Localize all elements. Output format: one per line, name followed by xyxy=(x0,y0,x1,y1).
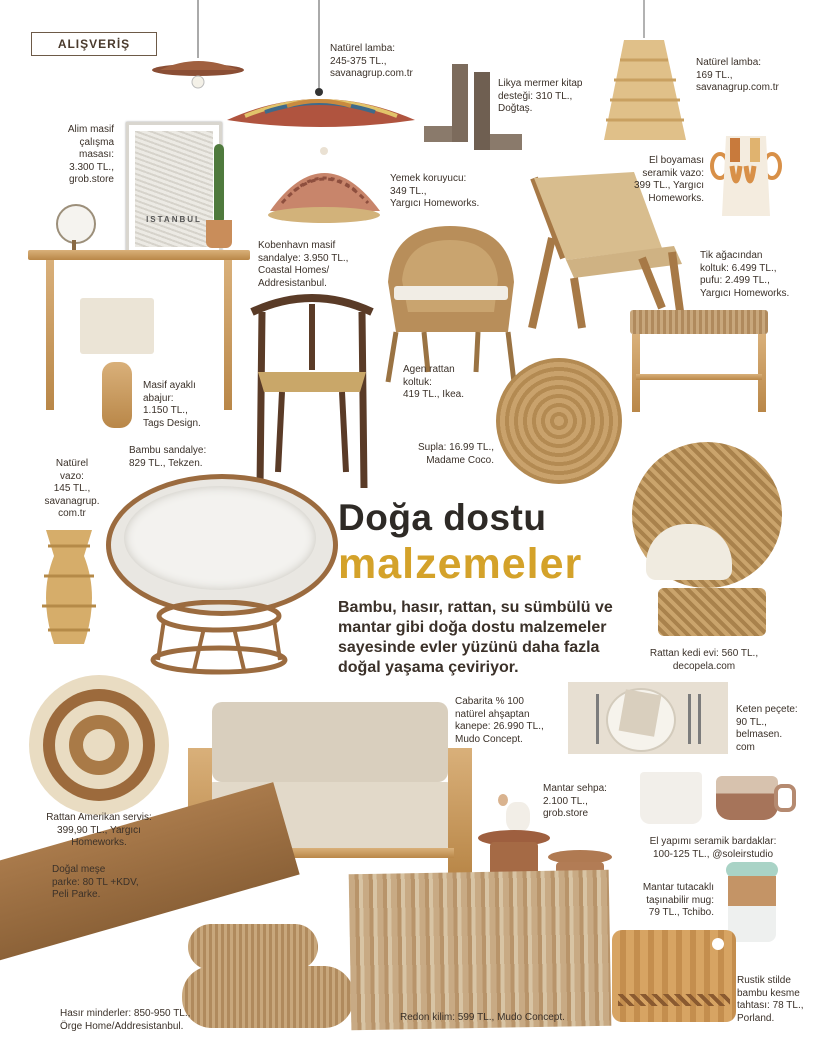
caption-vazo-seramik: El boyaması seramik vazo: 399 TL., Yargıcı Homeworks. xyxy=(633,155,704,204)
redon-kilim-image xyxy=(349,870,612,1031)
papasan-chair-image xyxy=(104,472,330,678)
caption-agen: Agen rattan koltuk: 419 TL., Ikea. xyxy=(403,364,464,400)
caption-mug: Mantar tutacaklı taşınabilir mug: 79 TL., Tchibo. xyxy=(642,882,714,918)
natural-vase-image xyxy=(38,526,100,648)
rattan-serving-mat-image xyxy=(26,672,172,818)
caption-masa: Alim masif çalışma masası: 3.300 TL., grob.store xyxy=(67,124,114,185)
caption-lamba1: Natürel lamba: 245-375 TL., savanagrup.com.tr xyxy=(330,43,413,79)
section-tag: ALIŞVERİŞ xyxy=(31,32,157,56)
caption-parke: Doğal meşe parke: 80 TL +KDV, Peli Parke. xyxy=(52,864,139,900)
round-placemat-image xyxy=(496,358,622,484)
globe xyxy=(56,204,96,244)
caption-kobenhavn: Kobenhavn masif sandalye: 3.950 TL., Coastal Homes/ Addresistanbul. xyxy=(258,240,349,289)
headline-line2: malzemeler xyxy=(338,540,583,588)
pendant-lamp-woven-image xyxy=(600,0,695,145)
caption-kedi-evi: Rattan kedi evi: 560 TL., decopela.com xyxy=(649,648,759,672)
plant-pot xyxy=(206,220,232,248)
desk-top xyxy=(28,250,250,260)
caption-koltuk-tik: Tik ağacından koltuk: 6.499 TL., pufu: 2.499 TL., Yargıcı Homeworks. xyxy=(700,250,790,299)
food-cover-image xyxy=(266,145,384,225)
caption-kesme: Rustik stilde bambu kesme tahtası: 78 TL., Porland. xyxy=(737,975,804,1024)
cactus xyxy=(214,144,224,224)
wicker-cushions-image xyxy=(180,922,358,1030)
caption-kitap: Likya mermer kitap desteği: 310 TL., Doğtaş. xyxy=(498,78,583,114)
caption-lamba2: Natürel lamba: 169 TL., savanagrup.com.tr xyxy=(696,57,779,93)
caption-kilim: Redon kilim: 599 TL., Mudo Concept. xyxy=(400,1012,565,1023)
caption-bambu-sandalye: Bambu sandalye: 829 TL., Tekzen. xyxy=(129,445,207,469)
kobenhavn-chair-image xyxy=(242,292,382,490)
teak-pouf-image xyxy=(626,308,772,414)
caption-cabarita: Cabarita % 100 natürel ahşaptan kanepe: 26.990 TL., Mudo Concept. xyxy=(455,696,544,745)
caption-yemek: Yemek koruyucu: 349 TL., Yargıcı Homeworks. xyxy=(390,173,480,209)
intro-paragraph: Bambu, hasır, rattan, su sümbülü ve mantar gibi doğa dostu malzemeler sayesinde evler yüzünü daha fazla doğal yaşama çeviriyor. xyxy=(338,599,613,676)
bamboo-cutting-board-image xyxy=(612,930,736,1022)
rattan-cat-house-image xyxy=(628,440,784,640)
poster-text: ISTANBUL xyxy=(146,215,202,224)
caption-supla: Supla: 16.99 TL., Madame Coco. xyxy=(418,442,494,466)
caption-rattan-servis: Rattan Amerikan servis: 399,90 TL., Yargıcı Homeworks. xyxy=(46,812,152,848)
caption-abajur: Masif ayaklı abajur: 1.150 TL., Tags Design. xyxy=(143,380,201,429)
linen-napkin-image xyxy=(568,682,728,754)
caption-vazo-naturel: Natürel vazo: 145 TL., savanagrup. com.tr xyxy=(44,458,100,519)
painted-vase-image xyxy=(710,126,782,222)
caption-pecete: Keten peçete: 90 TL., belmasen. com xyxy=(736,704,798,753)
caption-mantar-sehpa: Mantar sehpa: 2.100 TL., grob.store xyxy=(543,783,607,819)
caption-minder: Hasır minderler: 850-950 TL., Örge Home/Addresistanbul. xyxy=(60,1008,191,1032)
ceramic-cups-image xyxy=(632,770,794,826)
headline-line1: Doğa dostu xyxy=(338,497,547,538)
caption-bardaklar: El yapımı seramik bardaklar: 100-125 TL., @soleirstudio xyxy=(649,836,777,860)
